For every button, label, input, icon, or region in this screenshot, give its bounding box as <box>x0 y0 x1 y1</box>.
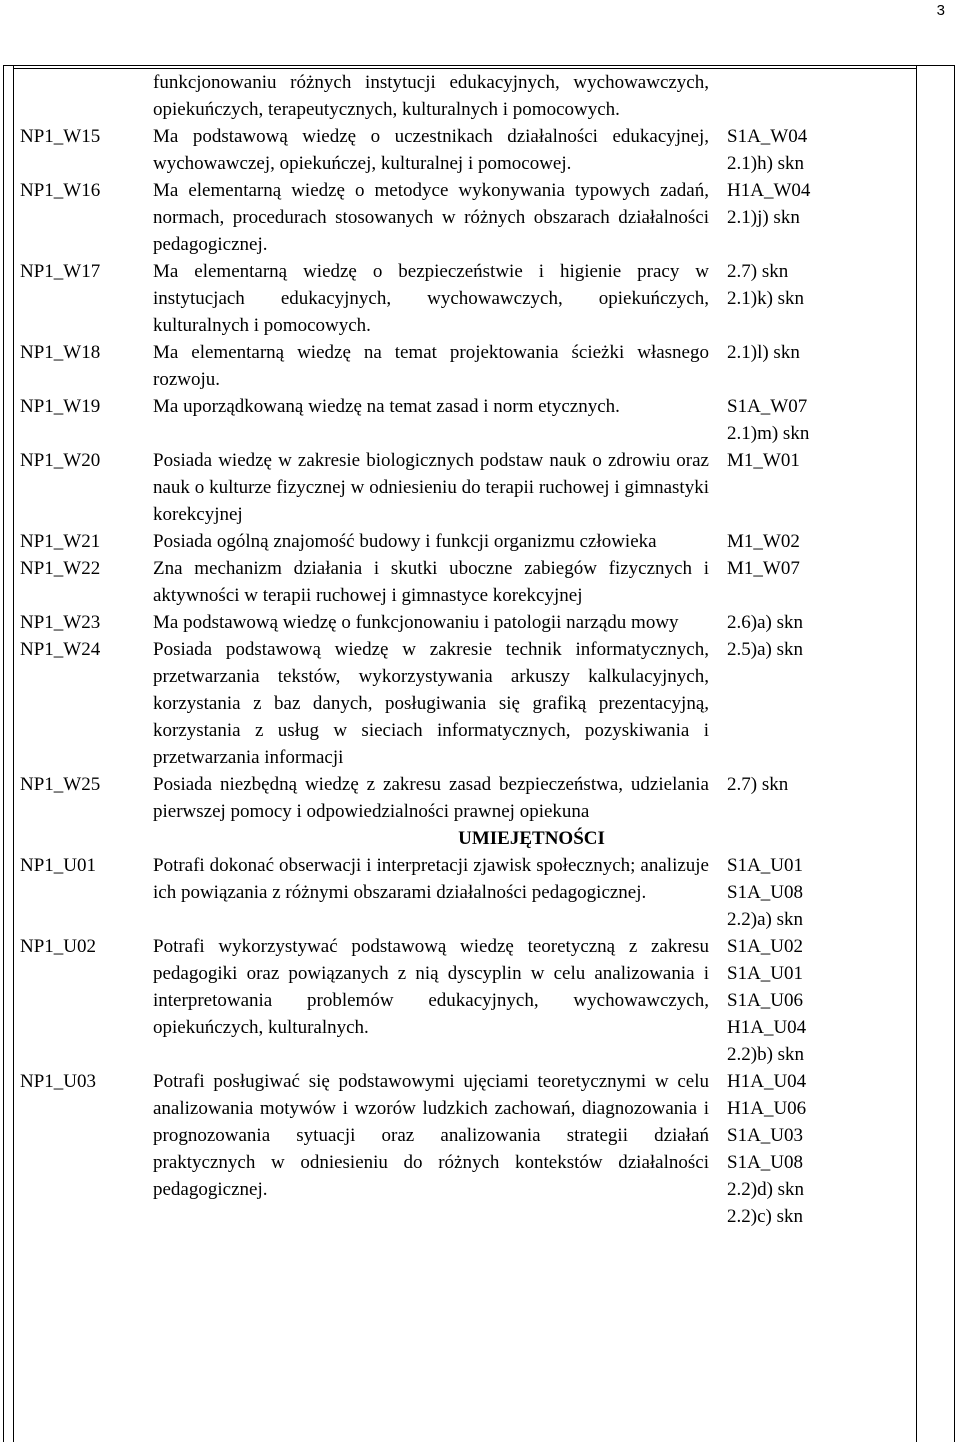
outcome-code: NP1_W17 <box>20 261 101 282</box>
outcome-references <box>709 69 894 123</box>
section-heading: UMIEJĘTNOŚCI <box>458 828 605 849</box>
outcome-code: NP1_U03 <box>20 1071 97 1092</box>
outcome-code: NP1_W24 <box>20 639 101 660</box>
table-row <box>20 771 910 825</box>
outcome-description: Posiada ogólną znajomość budowy i funkcji organizmu człowieka <box>153 531 657 552</box>
outcome-references <box>709 852 894 933</box>
outcome-code: NP1_W16 <box>20 180 101 201</box>
table-row <box>20 1068 910 1230</box>
table-row <box>20 933 910 1068</box>
reference-code: 2.1)m) skn <box>727 423 810 444</box>
table-inner-border-left <box>13 65 14 1442</box>
outcome-description: Ma elementarną wiedzę o metodyce wykonywania typowych zadań, normach, procedurach stosowanych w różnych obszarach działalności pedagogicznej. <box>153 180 709 255</box>
outcome-description: funkcjonowaniu różnych instytucji edukacyjnych, wychowawczych, opiekuńczych, terapeutycznych, kulturalnych i pomocowych. <box>153 72 709 120</box>
outcome-code: NP1_W18 <box>20 342 101 363</box>
table-row <box>20 123 910 177</box>
outcome-references <box>709 528 894 555</box>
outcome-references <box>709 771 894 825</box>
reference-code: 2.6)a) skn <box>727 612 803 633</box>
reference-code: 2.2)d) skn <box>727 1179 805 1200</box>
outcome-description: Posiada niezbędną wiedzę z zakresu zasad bezpieczeństwa, udzielania pierwszej pomocy i odpowiedzialności prawnej opiekuna <box>153 774 709 822</box>
outcome-references <box>709 1068 894 1230</box>
reference-code: H1A_U06 <box>727 1098 807 1119</box>
outcome-description: Ma podstawową wiedzę o uczestnikach działalności edukacyjnej, wychowawczej, opiekuńczej, kulturalnej i pomocowej. <box>153 126 709 174</box>
outcome-description: Potrafi dokonać obserwacji i interpretacji zjawisk społecznych; analizuje ich powiązania z różnymi obszarami działalności pedagogicznej. <box>153 855 709 903</box>
reference-code: H1A_W04 <box>727 180 811 201</box>
reference-code: S1A_U06 <box>727 990 804 1011</box>
outcome-description: Ma elementarną wiedzę o bezpieczeństwie i higienie pracy w instytucjach edukacyjnych, wychowawczych, opiekuńczych, kulturalnych i pomocowych. <box>153 261 709 336</box>
table-row <box>20 555 910 609</box>
reference-code: S1A_U01 <box>727 855 804 876</box>
outcome-references <box>709 123 894 177</box>
outcome-code <box>20 69 153 123</box>
outcome-description: Ma podstawową wiedzę o funkcjonowaniu i patologii narządu mowy <box>153 612 679 633</box>
reference-code: 2.2)a) skn <box>727 909 803 930</box>
table-row <box>20 528 910 555</box>
reference-code: M1_W07 <box>727 558 800 579</box>
outcome-references <box>709 339 894 393</box>
table-row <box>20 69 910 123</box>
reference-code: 2.1)j) skn <box>727 207 800 228</box>
reference-code: 2.2)c) skn <box>727 1206 803 1227</box>
table-row <box>20 636 910 771</box>
table-row <box>20 177 910 258</box>
page-number: 3 <box>936 2 945 19</box>
knowledge-rows <box>20 69 910 825</box>
section-heading-row <box>20 825 910 852</box>
table-row <box>20 339 910 393</box>
reference-code: 2.1)l) skn <box>727 342 800 363</box>
outcome-code: NP1_U01 <box>20 855 97 876</box>
table-inner-border-right <box>916 65 917 1442</box>
outcome-description: Potrafi posługiwać się podstawowymi ujęciami teoretycznymi w celu analizowania motywów i wzorów ludzkich zachowań, diagnozowania i prognozowania sytuacji oraz analizowania strategii działań praktycznych w odniesieniu do różnych kontekstów działalności pedagogicznej. <box>153 1071 709 1200</box>
outcome-description: Ma uporządkowaną wiedzę na temat zasad i norm etycznych. <box>153 396 620 417</box>
outcome-references <box>709 636 894 771</box>
reference-code: S1A_U08 <box>727 1152 804 1173</box>
reference-code: 2.7) skn <box>727 774 789 795</box>
learning-outcomes-table <box>20 69 910 1230</box>
outcome-references <box>709 447 894 528</box>
outcome-code: NP1_W25 <box>20 774 101 795</box>
reference-code: 2.1)k) skn <box>727 288 805 309</box>
reference-code: H1A_U04 <box>727 1071 807 1092</box>
table-row <box>20 447 910 528</box>
reference-code: 2.1)h) skn <box>727 153 805 174</box>
outcome-references <box>709 555 894 609</box>
reference-code: S1A_W07 <box>727 396 808 417</box>
table-row <box>20 393 910 447</box>
reference-code: M1_W02 <box>727 531 800 552</box>
reference-code: S1A_U08 <box>727 882 804 903</box>
outcome-references <box>709 933 894 1068</box>
reference-code: M1_W01 <box>727 450 800 471</box>
outcome-code: NP1_W20 <box>20 450 101 471</box>
table-row <box>20 852 910 933</box>
outcome-description: Posiada podstawową wiedzę w zakresie technik informatycznych, przetwarzania tekstów, wykorzystywania arkuszy kalkulacyjnych, korzystania z baz danych, posługiwania się grafiką prezentacyjną, korzystania z usług w sieciach informatycznych, pozyskiwania i przetwarzania informacji <box>153 639 709 768</box>
outcome-references <box>709 393 894 447</box>
outcome-code: NP1_U02 <box>20 936 97 957</box>
reference-code: 2.2)b) skn <box>727 1044 805 1065</box>
skills-rows <box>20 852 910 1230</box>
outcome-references <box>709 609 894 636</box>
outcome-code: NP1_W19 <box>20 396 101 417</box>
outcome-code: NP1_W21 <box>20 531 101 552</box>
reference-code: 2.7) skn <box>727 261 789 282</box>
outcome-code: NP1_W15 <box>20 126 101 147</box>
outcome-description: Ma elementarną wiedzę na temat projektowania ścieżki własnego rozwoju. <box>153 342 709 390</box>
reference-code: S1A_W04 <box>727 126 808 147</box>
outcome-code: NP1_W23 <box>20 612 101 633</box>
reference-code: S1A_U02 <box>727 936 804 957</box>
outcome-code: NP1_W22 <box>20 558 101 579</box>
reference-code: 2.5)a) skn <box>727 639 803 660</box>
table-row <box>20 258 910 339</box>
table-row <box>20 609 910 636</box>
reference-code: H1A_U04 <box>727 1017 807 1038</box>
outcome-references <box>709 258 894 339</box>
reference-code: S1A_U03 <box>727 1125 804 1146</box>
outcome-description: Posiada wiedzę w zakresie biologicznych podstaw nauk o zdrowiu oraz nauk o kulturze fizycznej w odniesieniu do terapii ruchowej i gimnastyki korekcyjnej <box>153 450 709 525</box>
outcome-description: Zna mechanizm działania i skutki uboczne zabiegów fizycznych i aktywności w terapii ruchowej i gimnastyce korekcyjnej <box>153 558 709 606</box>
reference-code: S1A_U01 <box>727 963 804 984</box>
outcome-references <box>709 177 894 258</box>
outcome-description: Potrafi wykorzystywać podstawową wiedzę teoretyczną z zakresu pedagogiki oraz powiązanych z nią dyscyplin w celu analizowania i interpretowania problemów edukacyjnych, wychowawczych, opiekuńczych, kulturalnych. <box>153 936 709 1038</box>
